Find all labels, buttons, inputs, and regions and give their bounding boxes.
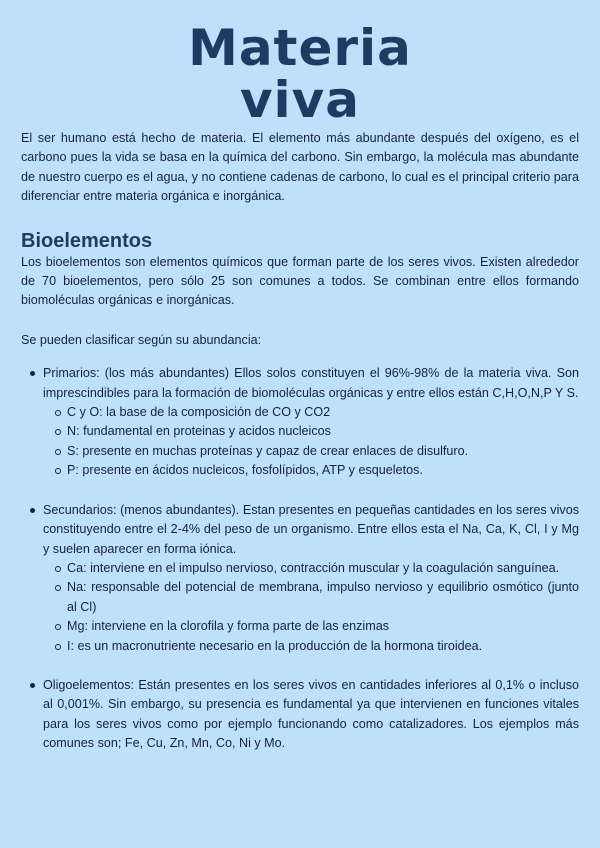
title-line-1: Materia [188, 19, 412, 77]
bioelement-groups-list [21, 364, 579, 753]
intro-paragraph: El ser humano está hecho de materia. El elemento más abundante después del oxígeno, es el carbono pues la vida se basa en la química del carbono. Sin embargo, la molécula mas abundante de nuestro cuerpo es el agua, y no contiene cadenas de carbono, lo cual es el principal criterio para diferenciar entre materia orgánica e inorgánica. [21, 131, 579, 204]
group-text: Primarios: (los más abundantes) Ellos solos constituyen el 96%-98% de la materia viva. Son imprescindibles para la formación de biomoléculas orgánicas y entre ellos están C,H,O,N,P Y S. [43, 366, 579, 400]
list-item: Ca: interviene en el impulso nervioso, contracción muscular y la coagulación sanguínea. [67, 559, 579, 578]
list-item: I: es un macronutriente necesario en la producción de la hormona tiroidea. [67, 637, 579, 656]
content [0, 129, 600, 754]
group-text: Oligoelementos: Están presentes en los seres vivos en cantidades inferiores al 0,1% o incluso al 0,001%. Sin embargo, su presencia es fundamental ya que intervienen en funciones vitales para los seres vivos como por ejemplo funcionando como catalizadores. Los ejemplos más comunes son; Fe, Cu, Zn, Mn, Co, Ni y Mo. [43, 677, 579, 751]
classify-paragraph: Se pueden clasificar según su abundancia: [21, 332, 262, 347]
list-item: Mg: interviene en la clorofila y forma parte de las enzimas [67, 617, 579, 636]
group-primarios [43, 364, 579, 480]
group-text: Secundarios: (menos abundantes). Estan presentes en pequeñas cantidades en los seres vivos constituyendo entre el 2-4% del peso de un organismo. Entre ellos esta el Na, Ca, K, Cl, I y Mg y suelen aparecer en forma iónica. [43, 502, 579, 556]
list-item: C y O: la base de la composición de CO y CO2 [67, 403, 579, 422]
group-sublist [43, 403, 579, 481]
group-secundarios [43, 501, 579, 656]
title-line-2: viva [239, 71, 361, 129]
group-sublist [43, 559, 579, 656]
page-title [0, 0, 600, 129]
list-item: P: presente en ácidos nucleicos, fosfolípidos, ATP y esqueletos. [67, 461, 579, 480]
list-item: S: presente en muchas proteínas y capaz de crear enlaces de disulfuro. [67, 442, 579, 461]
list-item: Na: responsable del potencial de membrana, impulso nervioso y equilibrio osmótico (junto al Cl) [67, 578, 579, 617]
group-oligoelementos [43, 676, 579, 754]
section-paragraph: Los bioelementos son elementos químicos que forman parte de los seres vivos. Existen alrededor de 70 bioelementos, pero sólo 25 son comunes a todos. Se combinan entre ellos formando biomoléculas orgánicas e inorgánicas. [21, 254, 579, 308]
list-item: N: fundamental en proteinas y acidos nucleicos [67, 422, 579, 441]
section-heading: Bioelementos [21, 229, 153, 252]
